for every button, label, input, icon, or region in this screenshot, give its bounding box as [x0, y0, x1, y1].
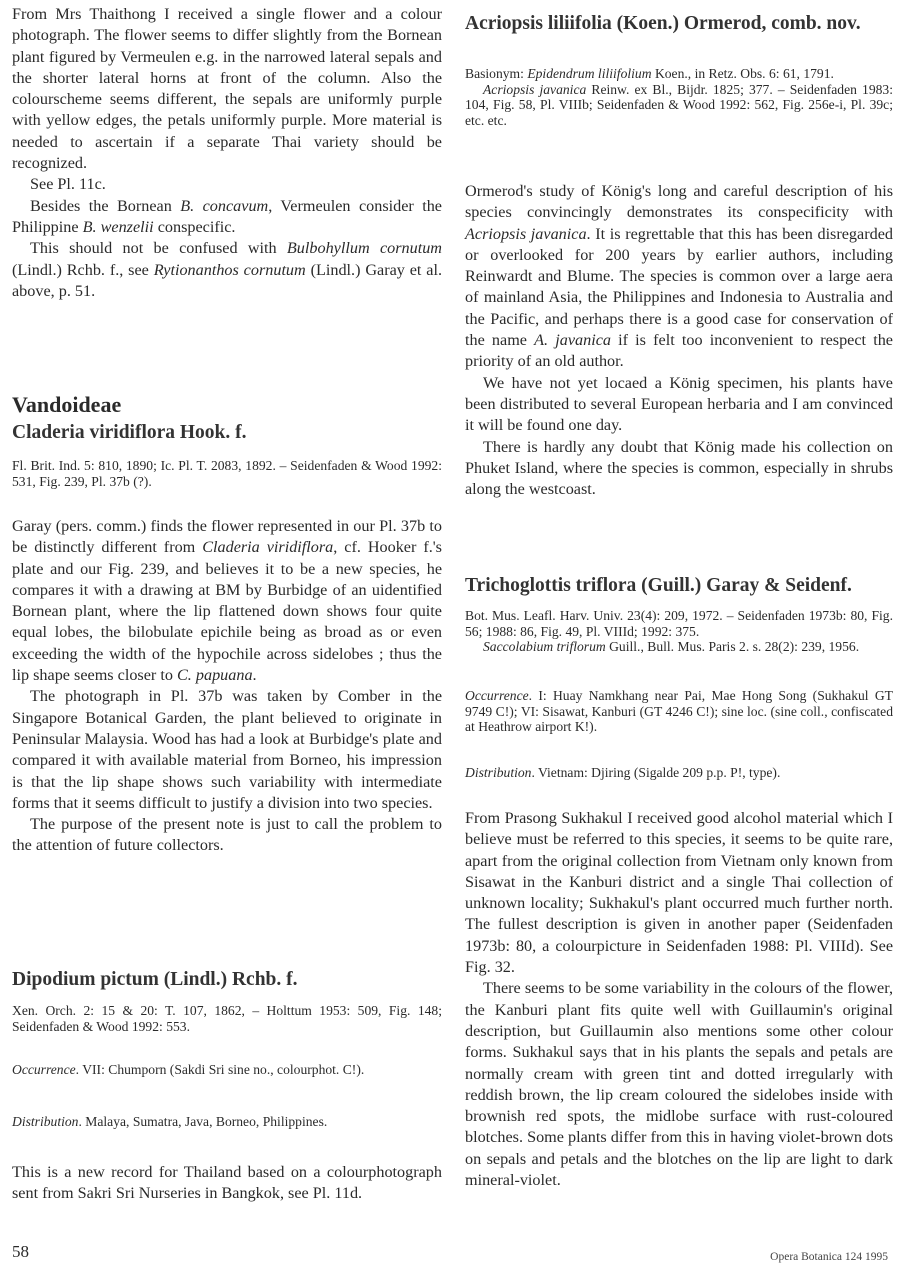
occurrence-label: Occurrence: [12, 1062, 76, 1077]
distribution-dipodium: Distribution. Malaya, Sumatra, Java, Borneo, Philippines.: [12, 1114, 328, 1129]
species-title-dipodium: Dipodium pictum (Lindl.) Rchb. f.: [12, 969, 298, 990]
taxon-name: Bulbohyllum cornutum: [286, 239, 442, 258]
species-title-claderia: Claderia viridiflora Hook. f.: [12, 422, 247, 443]
paragraph: We have not yet locaed a König specimen, his plants have been distributed to several European herbaria and I am convinced it will be found one day.: [465, 373, 893, 435]
paragraph: The purpose of the present note is just to call the problem to the attention of future collectors.: [12, 815, 442, 855]
paragraph: From Prasong Sukhakul I received good alcohol material which I believe must be referred to this species, it seems to be quite rare, apart from the original collection from Vietnam only known from Sisawat in the Kanburi district and a single Thai collection of unknown locality; Sukhakul's plant occurred much further north. The fullest description is given in another paper (Seidenfaden 1973b: 80, a colourpicture in Seidenfaden 1988: Pl. VIIId). See Fig. 32.: [465, 809, 893, 977]
acriopsis-discussion: [465, 181, 893, 500]
paragraph: There is hardly any doubt that König made his collection on Phuket Island, where the species is common, especially in shrubs along the westcoast.: [465, 437, 893, 499]
reference-trichoglottis: [465, 608, 893, 655]
paragraph: Ormerod's study of König's long and careful description of his species convincingly demonstrates its conspecificity with Acriopsis javanica. It is regrettable that this has been disregarded or overlooked for 200 years by earlier authors, including Reinwardt and Blume. The species is common over a large aera of mainland Asia, the Philippines and Indonesia to Australia and the Pacific, and perhaps there is a good case for conservation of the name A. javanica if is felt too inconvenient to respect the priority of an old author.: [465, 182, 893, 371]
taxon-name: Saccolabium triflorum: [483, 639, 606, 655]
taxon-name: Acriopsis javanica: [483, 81, 587, 97]
reference-acriopsis: [465, 66, 893, 128]
reference: Bot. Mus. Leafl. Harv. Univ. 23(4): 209, 1972. – Seidenfaden 1973b: 80, Fig. 56; 1988: 86, Fig. 49, Pl. VIIId; 1992: 375.: [465, 608, 893, 639]
taxon-name: B. concavum: [180, 196, 269, 215]
taxon-name: Claderia viridiflora: [202, 538, 334, 557]
taxon-name: Epidendrum liliifolium: [527, 66, 652, 81]
taxon-name: C. papuana: [176, 666, 253, 685]
distribution-label: Distribution: [12, 1114, 79, 1129]
taxon-name: A. javanica: [534, 331, 611, 350]
taxon-name: B. wenzelii: [82, 217, 154, 236]
paragraph-confused: This should not be confused with Bulbohyllum cornutum (Lindl.) Rchb. f., see Rytionanthos cornutum (Lindl.) Garay et al. above, p. 51.: [12, 239, 442, 300]
taxon-name: Rytionanthos cornutum: [153, 260, 306, 279]
trichoglottis-discussion: [465, 808, 893, 1191]
occurrence-dipodium: Occurrence. VII: Chumporn (Sakdi Sri sine no., colourphot. C!).: [12, 1062, 365, 1077]
taxon-name: Acriopsis javanica: [465, 224, 587, 243]
species-title-acriopsis: Acriopsis liliifolia (Koen.) Ormerod, comb. nov.: [465, 13, 861, 34]
distribution-trichoglottis: Distribution. Vietnam: Djiring (Sigalde 209 p.p. P!, type).: [465, 765, 781, 780]
section-title: Vandoideae: [12, 392, 122, 417]
synonym: Saccolabium triflorum Guill., Bull. Mus. Paris 2. s. 28(2): 239, 1956.: [483, 639, 860, 655]
paragraph: See Pl. 11c.: [30, 175, 106, 194]
paragraph: The photograph in Pl. 37b was taken by Comber in the Singapore Botanical Garden, the plant believed to originate in Peninsular Malaysia. Wood has had a look at Burbidge's plate and compared it with available material from Borneo, his impression is that the lip shape shows such variability with intermediate forms that it seems difficult to justify a division into two species.: [12, 687, 442, 812]
reference-dipodium: Xen. Orch. 2: 15 & 20: T. 107, 1862, – Holttum 1953: 509, Fig. 148; Seidenfaden & Wood 1992: 553.: [12, 1003, 442, 1034]
occurrence-label: Occurrence: [465, 688, 529, 703]
note-dipodium: This is a new record for Thailand based on a colourphotograph sent from Sakri Sri Nurseries in Bangkok, see Pl. 11d.: [12, 1163, 442, 1203]
intro-text: [12, 4, 442, 302]
paragraph: Garay (pers. comm.) finds the flower represented in our Pl. 37b to be distinctly different from Claderia viridiflora, cf. Hooker f.'s plate and our Fig. 239, and believes it to be a new species, he compares it with a drawing at BM by Burbidge of an uidentified Bornean plant, where the lip flattened down shows four quite equal lobes, the bilobulate epichile being as broad as or even exceeding the width of the hypochile across sidelobes ; thus the lip shape seems closer to C. papuana.: [12, 517, 442, 685]
page-number: 58: [12, 1242, 29, 1261]
basionym: Basionym: Epidendrum liliifolium Koen., in Retz. Obs. 6: 61, 1791.: [465, 66, 834, 81]
reference-claderia: Fl. Brit. Ind. 5: 810, 1890; Ic. Pl. T. 2083, 1892. – Seidenfaden & Wood 1992: 531, Fig. 239, Pl. 37b (?).: [12, 458, 442, 489]
paragraph: There seems to be some variability in the colours of the flower, the Kanburi plant fits quite well with Guillaumin's original description, but Guillaumin also mentions some other colour forms. Sukhakul says that in his plants the sepals and petals are normally cream with green tint and dotted irregularly with reddish brown, the lip cream coloured the sidelobes inside with brownish red spots, the midlobe surface with rust-coloured blotches. Some plants differ from this in having violet-brown dots on sepals and petals and the blotches on the lip are light to dark mineral-violet.: [465, 979, 893, 1190]
journal-citation: Opera Botanica 124 1995: [770, 1251, 888, 1263]
synonym: Acriopsis javanica Reinw. ex Bl., Bijdr. 1825; 377. – Seidenfaden 1983: 104, Fig. 58, Pl. VIIIb; Seidenfaden & Wood 1992: 562, Fig. 256e-i, Pl. 39c; etc. etc.: [465, 81, 894, 128]
paragraph-besides: Besides the Bornean B. concavum, Vermeulen consider the Philippine B. wenzelii conspecific.: [12, 196, 442, 236]
occurrence-trichoglottis: Occurrence. I: Huay Namkhang near Pai, Mae Hong Song (Sukhakul GT 9749 C!); VI: Sisawat, Kanburi (GT 4246 C!); sine loc. (sine coll., confiscated at Heathrow airport K!).: [465, 688, 893, 735]
claderia-discussion: [12, 516, 442, 857]
distribution-label: Distribution: [465, 765, 532, 780]
species-title-trichoglottis: Trichoglottis triflora (Guill.) Garay & Seidenf.: [465, 575, 852, 596]
paragraph: From Mrs Thaithong I received a single flower and a colour photograph. The flower seems to differ slightly from the Bornean plant figured by Vermeulen e.g. in the narrowed lateral sepals and the shorter lateral horns at front of the column. Also the colourscheme seems different, the sepals are uniformly purple with yellow edges, the petals uniformly purple. More material is needed to ascertain if a separate Thai variety should be recognized.: [12, 5, 442, 173]
